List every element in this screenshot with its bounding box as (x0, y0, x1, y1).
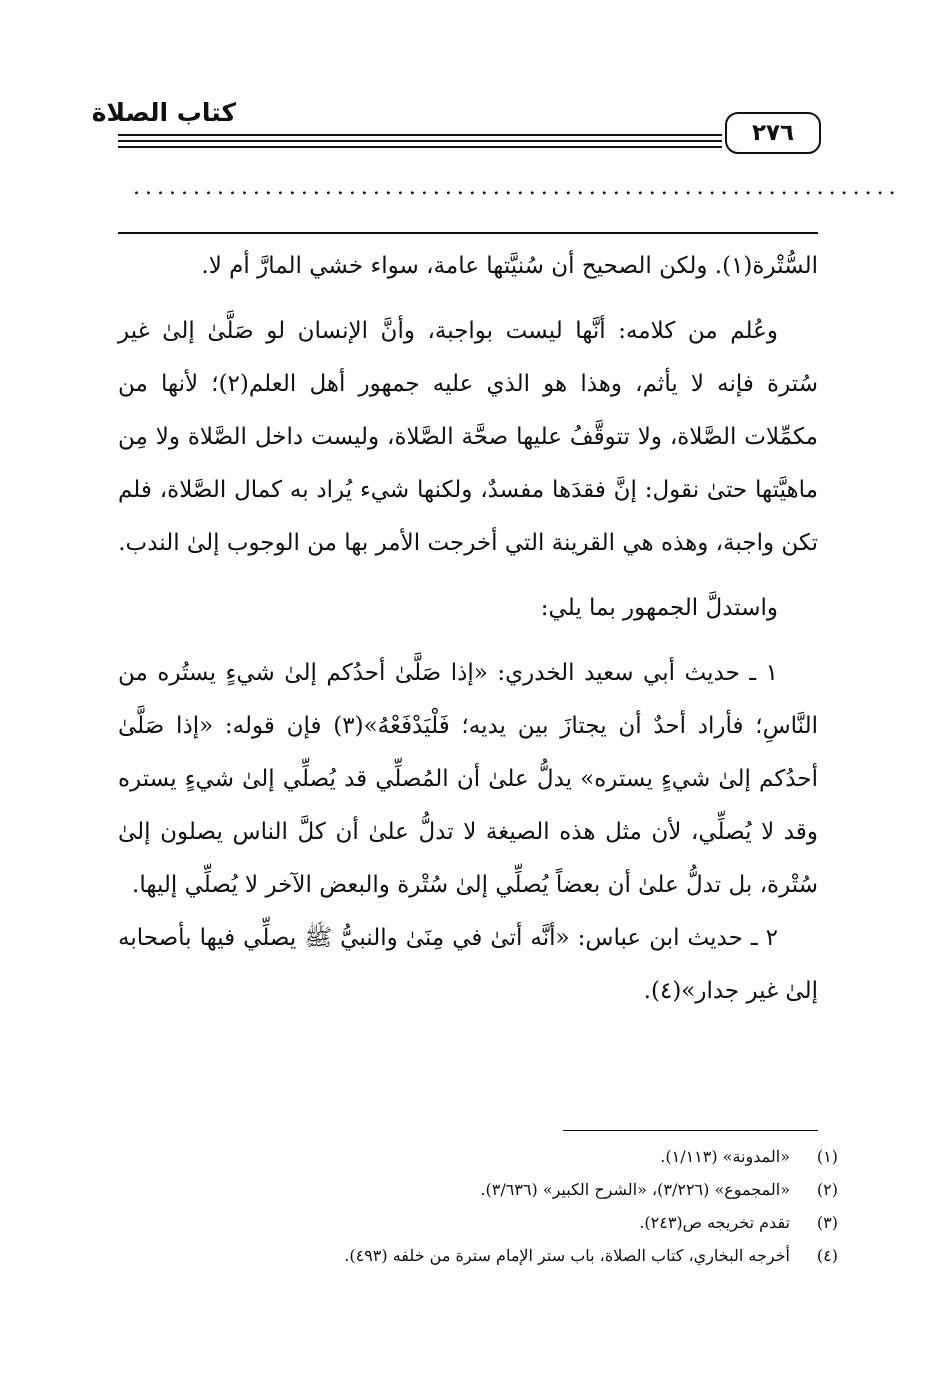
footnote-number: (١) (816, 1147, 838, 1166)
footnotes (118, 1140, 838, 1272)
header-rule (118, 146, 818, 148)
footnote (118, 1173, 838, 1206)
running-header-title: كتاب الصلاة (91, 98, 236, 127)
paragraph: السُّتْرة(١). ولكن الصحيح أن سُنيَّتها عامة، سواء خشي المارَّ أم لا. (201, 253, 818, 279)
footnote (118, 1206, 838, 1239)
page-number: ٢٧٦ (725, 112, 821, 154)
footnote-number: (٣) (816, 1213, 838, 1232)
continuation-dots: ................................................................ (133, 175, 901, 200)
footnote-text: تقدم تخريجه ص(٢٤٣). (639, 1213, 790, 1232)
footnote-text: «المدونة» (١/١١٣). (660, 1147, 790, 1166)
main-text (118, 240, 818, 1018)
footnote-number: (٤) (816, 1246, 838, 1265)
footnote-text: «المجموع» (٣/٢٢٦)، «الشرح الكبير» (٣/٦٣٦). (480, 1180, 790, 1199)
footnote (118, 1239, 838, 1272)
footnote-number: (٢) (816, 1180, 838, 1199)
paragraph: ١ ـ حديث أبي سعيد الخدري: «إذا صَلَّىٰ أحدُكم إلىٰ شيءٍ يستُره من النَّاسِ؛ فأراد أحدٌ أن يجتازَ بين يديه؛ فَلْيَدْفَعْهُ»(٣) فإن قوله: «إذا صَلَّىٰ أحدُكم إلىٰ شيءٍ يستره» يدلُّ علىٰ أن المُصلِّي قد يُصلِّي إلىٰ شيءٍ يستره وقد لا يُصلِّي، لأن مثل هذه الصيغة لا تدلُّ علىٰ أن كلَّ الناس يصلون إلىٰ سُتْرة، بل تدلُّ علىٰ أن بعضاً يُصلِّي إلىٰ سُتْرة والبعض الآخر لا يُصلِّي إليها. (118, 660, 819, 898)
paragraph: ٢ ـ حديث ابن عباس: «أنَّه أتىٰ في مِنَىٰ والنبيُّ ﷺ يصلِّي فيها بأصحابه إلىٰ غير جدار»(٤). (118, 925, 818, 1004)
footnote (118, 1140, 838, 1173)
paragraph: وعُلم من كلامه: أنَّها ليست بواجبة، وأنَّ الإنسان لو صَلَّىٰ إلىٰ غير سُترة فإنه لا يأثم، وهذا هو الذي عليه جمهور أهل العلم(٢)؛ لأنها من مكمِّلات الصَّلاة، ولا تتوقَّفُ عليها صحَّة الصَّلاة، وليست داخل الصَّلاة ولا مِن ماهيَّتها حتىٰ نقول: إنَّ فقدَها مفسدٌ، ولكنها شيء يُراد به كمال الصَّلاة، فلم تكن واجبة، وهذه هي القرينة التي أخرجت الأمر بها من الوجوب إلىٰ الندب. (118, 318, 818, 556)
footnote-separator (563, 1130, 818, 1131)
text-separator-rule (118, 232, 818, 234)
footnote-text: أخرجه البخاري، كتاب الصلاة، باب ستر الإمام سترة من خلفه (٤٩٣). (344, 1246, 790, 1265)
paragraph: واستدلَّ الجمهور بما يلي: (540, 595, 778, 621)
header-rule (118, 140, 818, 142)
header-rule (118, 134, 818, 136)
